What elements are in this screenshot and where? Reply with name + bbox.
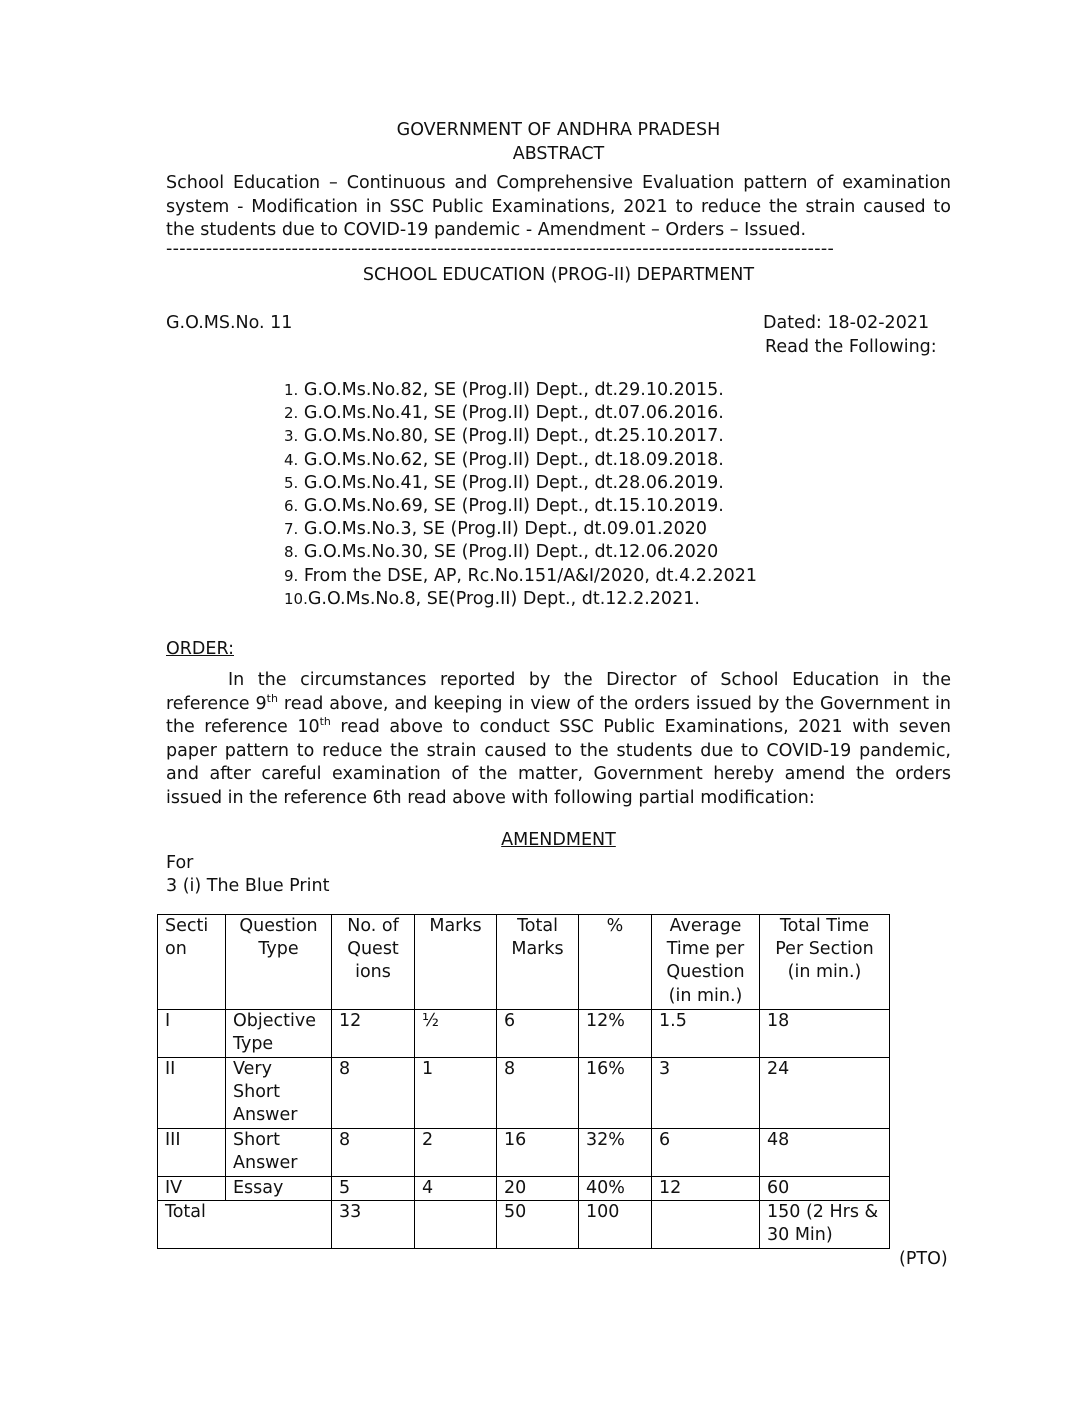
government-title: GOVERNMENT OF ANDHRA PRADESH: [396, 120, 721, 140]
header-total-marks: Total Marks: [497, 915, 579, 1010]
order-paragraph: [166, 669, 951, 810]
reference-text: G.O.Ms.No.41, SE (Prog.II) Dept., dt.28.06.2019.: [303, 472, 724, 493]
cell-total-time: 150 (2 Hrs & 30 Min): [760, 1201, 890, 1249]
abstract-label: ABSTRACT: [512, 144, 605, 164]
header-average-time: Average Time per Question (in min.): [652, 915, 760, 1010]
reference-number: 3.: [284, 427, 299, 446]
cell-percent: 16%: [579, 1058, 652, 1129]
table-row: [158, 1010, 890, 1058]
reference-item: [284, 588, 844, 611]
order-text-part-2: read above, and keeping in view of the orders issued by the Government in the reference 10: [166, 693, 951, 737]
header-no-of-questions: No. of Quest ions: [332, 915, 415, 1010]
cell-total-time: 60: [760, 1177, 890, 1201]
reference-item: [284, 379, 844, 402]
header-percent: %: [579, 915, 652, 1010]
order-heading: ORDER:: [166, 639, 234, 659]
cell-no-of-questions: 8: [332, 1129, 415, 1177]
cell-average-time: 1.5: [652, 1010, 760, 1058]
reference-item: [284, 425, 844, 448]
cell-percent: 40%: [579, 1177, 652, 1201]
reference-item: [284, 565, 844, 588]
cell-section: I: [158, 1010, 226, 1058]
for-label: For: [166, 853, 194, 873]
reference-number: 4.: [284, 450, 299, 469]
cell-total-marks: 16: [497, 1129, 579, 1177]
table-row: [158, 1129, 890, 1177]
order-text-part-1: In the circumstances reported by the Director of School Education in the reference 9: [166, 670, 951, 714]
header-question-type: Question Type: [226, 915, 332, 1010]
amendment-heading: AMENDMENT: [501, 830, 616, 850]
cell-total-total-marks: 50: [497, 1201, 579, 1249]
blue-print-table: [157, 914, 890, 1249]
dated-text: Dated: 18-02-2021: [763, 313, 930, 333]
header-section: Secti on: [158, 915, 226, 1010]
cell-marks: 1: [415, 1058, 497, 1129]
reference-number: 1.: [284, 381, 299, 399]
superscript-th: th: [266, 691, 278, 705]
reference-item: [284, 518, 844, 541]
cell-total-label: Total: [158, 1201, 332, 1249]
table-row: [158, 1058, 890, 1129]
reference-text: G.O.Ms.No.82, SE (Prog.II) Dept., dt.29.10.2015.: [303, 380, 724, 400]
cell-question-type: Short Answer: [226, 1129, 332, 1177]
reference-text: G.O.Ms.No.8, SE(Prog.II) Dept., dt.12.2.2021.: [307, 588, 700, 609]
cell-total-no-of-questions: 33: [332, 1201, 415, 1249]
reference-text: From the DSE, AP, Rc.No.151/A&I/2020, dt.4.2.2021: [303, 565, 758, 586]
reference-item: [284, 449, 844, 472]
reference-text: G.O.Ms.No.30, SE (Prog.II) Dept., dt.12.06.2020: [303, 542, 719, 563]
cell-total-marks-empty: [415, 1201, 497, 1249]
cell-total-time: 48: [760, 1129, 890, 1177]
reference-text: G.O.Ms.No.41, SE (Prog.II) Dept., dt.07.06.2016.: [303, 403, 724, 424]
reference-text: G.O.Ms.No.3, SE (Prog.II) Dept., dt.09.01.2020: [303, 519, 708, 540]
cell-average-time: 3: [652, 1058, 760, 1129]
table-row: [158, 1177, 890, 1201]
separator-line: -----------------------------------------------------------------------------------------------------: [166, 239, 835, 259]
go-number: G.O.MS.No. 11: [166, 313, 293, 333]
cell-marks: ½: [415, 1010, 497, 1058]
table-header-row: [158, 915, 890, 1010]
references-list: [284, 379, 844, 611]
order-text-part-3: read above to conduct SSC Public Examinations, 2021 with seven paper pattern to reduce the strain caused to the students due to COVID-19 pandemic, and after careful examination of the matter, Government hereby amend the orders issued in the reference 6th read above with following partial modification:: [166, 717, 951, 808]
cell-question-type: Very Short Answer: [226, 1058, 332, 1129]
reference-number: 5.: [284, 473, 299, 492]
reference-text: G.O.Ms.No.62, SE (Prog.II) Dept., dt.18.09.2018.: [303, 449, 724, 470]
pto-marker: (PTO): [899, 1249, 948, 1269]
cell-total-marks: 6: [497, 1010, 579, 1058]
cell-percent: 32%: [579, 1129, 652, 1177]
reference-text: G.O.Ms.No.69, SE (Prog.II) Dept., dt.15.10.2019.: [303, 495, 724, 516]
cell-total-marks: 8: [497, 1058, 579, 1129]
cell-marks: 2: [415, 1129, 497, 1177]
cell-total-time: 18: [760, 1010, 890, 1058]
cell-total-average-time-empty: [652, 1201, 760, 1249]
cell-average-time: 6: [652, 1129, 760, 1177]
reference-item: [284, 541, 844, 564]
reference-number: 2.: [284, 404, 299, 423]
header-total-time: Total Time Per Section (in min.): [760, 915, 890, 1010]
reference-item: [284, 402, 844, 425]
reference-number: 10.: [284, 589, 308, 608]
superscript-th: th: [319, 715, 331, 729]
reference-item: [284, 495, 844, 518]
cell-no-of-questions: 8: [332, 1058, 415, 1129]
reference-number: 8.: [284, 543, 299, 562]
subject-text: School Education – Continuous and Comprehensive Evaluation pattern of examination system - Modification in SSC Public Examinations, 2021 to reduce the strain caused to the students due to COVID-19 pandemic - Amendment – Orders – Issued.: [166, 173, 951, 240]
reference-number: 9.: [284, 566, 299, 585]
blue-print-label: 3 (i) The Blue Print: [166, 876, 330, 896]
cell-marks: 4: [415, 1177, 497, 1201]
read-following: Read the Following:: [765, 337, 937, 357]
reference-number: 7.: [284, 520, 299, 539]
reference-item: [284, 472, 844, 495]
cell-total-percent: 100: [579, 1201, 652, 1249]
reference-number: 6.: [284, 496, 299, 515]
cell-section: II: [158, 1058, 226, 1129]
cell-percent: 12%: [579, 1010, 652, 1058]
header-marks: Marks: [415, 915, 497, 1010]
cell-average-time: 12: [652, 1177, 760, 1201]
cell-total-marks: 20: [497, 1177, 579, 1201]
cell-question-type: Essay: [226, 1177, 332, 1201]
cell-total-time: 24: [760, 1058, 890, 1129]
cell-section: III: [158, 1129, 226, 1177]
reference-text: G.O.Ms.No.80, SE (Prog.II) Dept., dt.25.10.2017.: [303, 426, 724, 447]
cell-no-of-questions: 5: [332, 1177, 415, 1201]
table-total-row: [158, 1201, 890, 1249]
department-title: SCHOOL EDUCATION (PROG-II) DEPARTMENT: [362, 265, 755, 285]
cell-question-type: Objective Type: [226, 1010, 332, 1058]
cell-no-of-questions: 12: [332, 1010, 415, 1058]
cell-section: IV: [158, 1177, 226, 1201]
